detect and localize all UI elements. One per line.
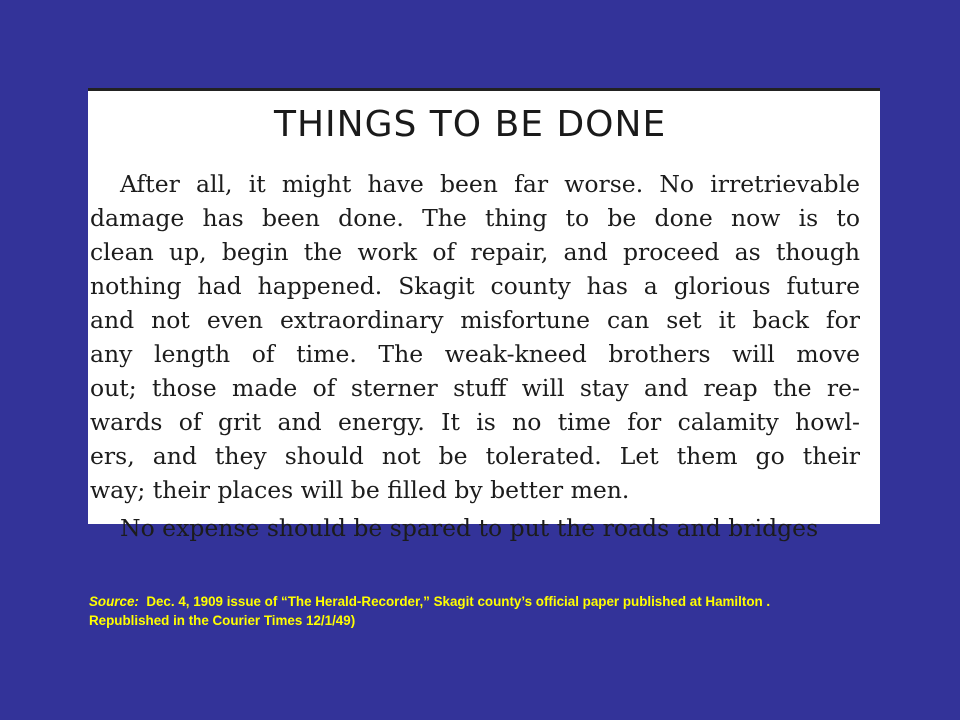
- article-line: and not even extraordinary misfortune can set it back for: [90, 306, 860, 334]
- source-caption: [89, 592, 849, 630]
- article-line: clean up, begin the work of repair, and proceed as though: [90, 238, 860, 266]
- source-label: Source:: [89, 594, 139, 609]
- article-line-cut-off: No expense should be spared to put the roads and bridges: [120, 514, 819, 542]
- article-line: ers, and they should not be tolerated. Let them go their: [90, 442, 860, 470]
- clipping-headline: THINGS TO BE DONE: [274, 104, 667, 145]
- article-line: damage has been done. The thing to be done now is to: [90, 204, 860, 232]
- article-line: any length of time. The weak-kneed brothers will move: [90, 340, 860, 368]
- clipping-article-text: [90, 167, 860, 545]
- source-text: Dec. 4, 1909 issue of “The Herald-Recorder,” Skagit county’s official paper published at Hamilton . Republished in the Courier Times 12/1/49): [89, 594, 771, 628]
- article-line: nothing had happened. Skagit county has a glorious future: [90, 272, 860, 300]
- article-line: After all, it might have been far worse. No irretrievable: [120, 170, 860, 198]
- article-line: wards of grit and energy. It is no time for calamity howl-: [90, 408, 860, 436]
- newspaper-clipping: [88, 88, 880, 542]
- article-line: way; their places will be filled by better men.: [90, 476, 630, 504]
- article-line: out; those made of sterner stuff will stay and reap the re-: [90, 374, 860, 402]
